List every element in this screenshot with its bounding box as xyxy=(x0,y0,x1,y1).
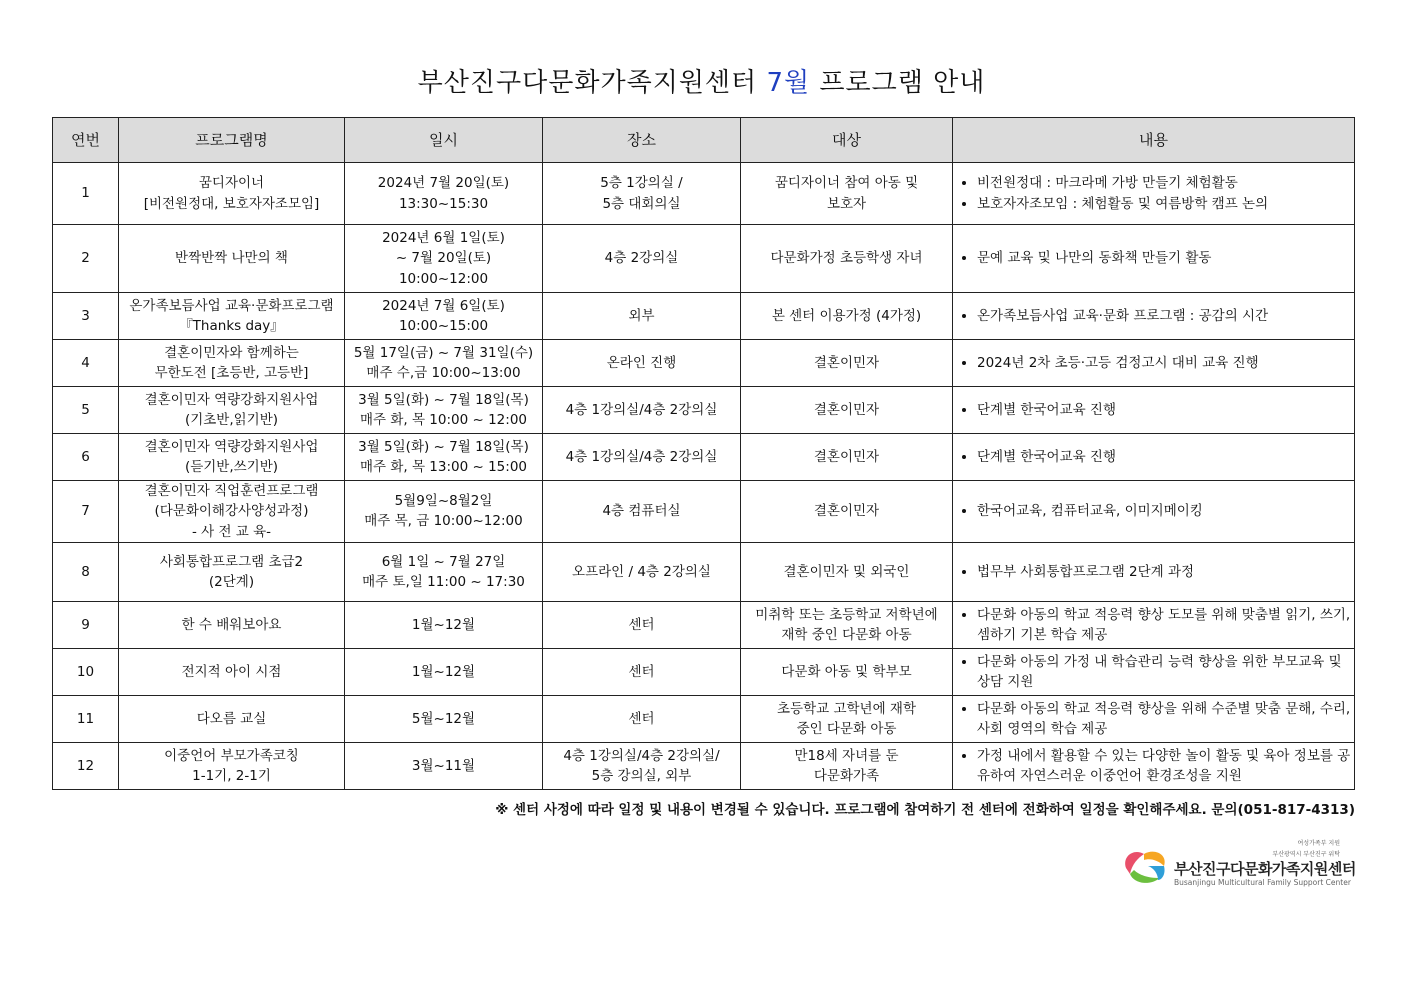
table-row xyxy=(53,163,1355,225)
cell-date: 3월 5일(화) ~ 7월 18일(목) 매주 화, 목 13:00 ~ 15:00 xyxy=(345,434,543,481)
table-row xyxy=(53,648,1355,695)
content-item: • 비전원정대 : 마크라메 가방 만들기 체험활동 xyxy=(977,173,1351,193)
table-row xyxy=(53,542,1355,601)
content-item: • 보호자자조모임 : 체험활동 및 여름방학 캠프 논의 xyxy=(977,194,1351,214)
content-list xyxy=(959,746,1351,787)
cell-target: 결혼이민자 xyxy=(741,340,953,387)
table-header-row xyxy=(53,118,1355,163)
cell-program-name: 전지적 아이 시점 xyxy=(119,648,345,695)
content-list xyxy=(959,605,1351,646)
table-row xyxy=(53,742,1355,789)
cell-date: 1월~12월 xyxy=(345,648,543,695)
cell-no: 9 xyxy=(53,601,119,648)
header-place: 장소 xyxy=(543,118,741,163)
program-table xyxy=(52,117,1355,790)
cell-content xyxy=(953,648,1355,695)
content-list xyxy=(959,400,1351,420)
cell-content xyxy=(953,293,1355,340)
cell-date: 3월 5일(화) ~ 7월 18일(목) 매주 화, 목 10:00 ~ 12:00 xyxy=(345,387,543,434)
cell-target: 다문화 아동 및 학부모 xyxy=(741,648,953,695)
cell-content xyxy=(953,481,1355,543)
table-row xyxy=(53,387,1355,434)
content-list xyxy=(959,248,1351,268)
content-item: • 다문화 아동의 학교 적응력 향상을 위해 수준별 맞춤 문해, 수리, 사회 영역의 학습 제공 xyxy=(977,699,1351,740)
cell-place: 센터 xyxy=(543,695,741,742)
cell-program-name: 결혼이민자 역량강화지원사업 (듣기반,쓰기반) xyxy=(119,434,345,481)
cell-content xyxy=(953,434,1355,481)
cell-date: 6월 1일 ~ 7월 27일 매주 토,일 11:00 ~ 17:30 xyxy=(345,542,543,601)
page-title xyxy=(0,62,1403,99)
content-list xyxy=(959,501,1351,521)
cell-no: 6 xyxy=(53,434,119,481)
cell-target: 결혼이민자 xyxy=(741,387,953,434)
cell-date: 5월 17일(금) ~ 7월 31일(수) 매주 수,금 10:00~13:00 xyxy=(345,340,543,387)
cell-program-name: 결혼이민자 직업훈련프로그램 (다문화이해강사양성과정) - 사 전 교 육- xyxy=(119,481,345,543)
logo-english-name: Busanjingu Multicultural Family Support Center xyxy=(1174,878,1351,887)
content-item: • 한국어교육, 컴퓨터교육, 이미지메이킹 xyxy=(977,501,1351,521)
cell-no: 3 xyxy=(53,293,119,340)
cell-no: 12 xyxy=(53,742,119,789)
cell-no: 7 xyxy=(53,481,119,543)
cell-place: 5층 1강의실 / 5층 대회의실 xyxy=(543,163,741,225)
cell-program-name: 한 수 배워보아요 xyxy=(119,601,345,648)
content-item: • 온가족보듬사업 교육·문화 프로그램 : 공감의 시간 xyxy=(977,306,1351,326)
cell-date: 3월~11월 xyxy=(345,742,543,789)
content-item: • 가정 내에서 활용할 수 있는 다양한 놀이 활동 및 육아 정보를 공유하여 자연스러운 이중언어 환경조성을 지원 xyxy=(977,746,1351,787)
cell-no: 10 xyxy=(53,648,119,695)
cell-program-name: 다오름 교실 xyxy=(119,695,345,742)
table-row xyxy=(53,225,1355,293)
cell-place: 온라인 진행 xyxy=(543,340,741,387)
content-list xyxy=(959,306,1351,326)
cell-place: 4층 2강의실 xyxy=(543,225,741,293)
cell-place: 외부 xyxy=(543,293,741,340)
cell-target: 미취학 또는 초등학교 저학년에 재학 중인 다문화 아동 xyxy=(741,601,953,648)
cell-program-name: 꿈디자이너 [비전원정대, 보호자자조모임] xyxy=(119,163,345,225)
table-row xyxy=(53,434,1355,481)
content-item: • 2024년 2차 초등·고등 검정고시 대비 교육 진행 xyxy=(977,353,1351,373)
cell-program-name: 온가족보듬사업 교육·문화프로그램 『Thanks day』 xyxy=(119,293,345,340)
cell-content xyxy=(953,742,1355,789)
cell-target: 꿈디자이너 참여 아동 및 보호자 xyxy=(741,163,953,225)
cell-place: 4층 1강의실/4층 2강의실/ 5층 강의실, 외부 xyxy=(543,742,741,789)
cell-program-name: 이중언어 부모가족코칭 1-1기, 2-1기 xyxy=(119,742,345,789)
cell-content xyxy=(953,225,1355,293)
title-prefix: 부산진구다문화가족지원센터 xyxy=(417,68,767,98)
cell-program-name: 결혼이민자와 함께하는 무한도전 [초등반, 고등반] xyxy=(119,340,345,387)
cell-date: 2024년 7월 20일(토) 13:30~15:30 xyxy=(345,163,543,225)
title-month: 7월 xyxy=(766,68,811,98)
logo-emblem-icon xyxy=(1120,846,1172,886)
content-list xyxy=(959,353,1351,373)
cell-no: 11 xyxy=(53,695,119,742)
cell-place: 4층 1강의실/4층 2강의실 xyxy=(543,434,741,481)
table-row xyxy=(53,481,1355,543)
cell-date: 5월~12월 xyxy=(345,695,543,742)
cell-place: 4층 컴퓨터실 xyxy=(543,481,741,543)
content-list xyxy=(959,699,1351,740)
cell-target: 결혼이민자 xyxy=(741,481,953,543)
cell-date: 2024년 7월 6일(토) 10:00~15:00 xyxy=(345,293,543,340)
cell-no: 1 xyxy=(53,163,119,225)
cell-date: 1월~12월 xyxy=(345,601,543,648)
cell-content xyxy=(953,340,1355,387)
cell-program-name: 반짝반짝 나만의 책 xyxy=(119,225,345,293)
content-list xyxy=(959,562,1351,582)
content-item: • 법무부 사회통합프로그램 2단계 과정 xyxy=(977,562,1351,582)
table-row xyxy=(53,293,1355,340)
cell-content xyxy=(953,542,1355,601)
cell-program-name: 결혼이민자 역량강화지원사업 (기초반,읽기반) xyxy=(119,387,345,434)
logo-city-text: 부산광역시 부산진구 위탁 xyxy=(1272,851,1340,858)
cell-target: 만18세 자녀를 둔 다문화가족 xyxy=(741,742,953,789)
table-row xyxy=(53,695,1355,742)
cell-content xyxy=(953,695,1355,742)
cell-no: 5 xyxy=(53,387,119,434)
cell-target: 다문화가정 초등학생 자녀 xyxy=(741,225,953,293)
cell-program-name: 사회통합프로그램 초급2 (2단계) xyxy=(119,542,345,601)
header-date: 일시 xyxy=(345,118,543,163)
cell-content xyxy=(953,387,1355,434)
header-no: 연번 xyxy=(53,118,119,163)
header-content: 내용 xyxy=(953,118,1355,163)
cell-target: 결혼이민자 xyxy=(741,434,953,481)
logo-center-name: 부산진구다문화가족지원센터 xyxy=(1174,860,1356,878)
content-list xyxy=(959,173,1351,214)
cell-date: 5월9일~8월2일 매주 목, 금 10:00~12:00 xyxy=(345,481,543,543)
table-row xyxy=(53,601,1355,648)
cell-place: 4층 1강의실/4층 2강의실 xyxy=(543,387,741,434)
cell-place: 센터 xyxy=(543,648,741,695)
logo-ministry-text: 여성가족부 지원 xyxy=(1297,840,1340,847)
content-list xyxy=(959,652,1351,693)
cell-place: 센터 xyxy=(543,601,741,648)
cell-content xyxy=(953,163,1355,225)
content-item: • 다문화 아동의 가정 내 학습관리 능력 향상을 위한 부모교육 및 상담 지원 xyxy=(977,652,1351,693)
notice-text: ※ 센터 사정에 따라 일정 및 내용이 변경될 수 있습니다. 프로그램에 참여하기 전 센터에 전화하여 일정을 확인해주세요. 문의(051-817-4313) xyxy=(495,802,1355,818)
cell-date: 2024년 6월 1일(토) ~ 7월 20일(토) 10:00~12:00 xyxy=(345,225,543,293)
cell-no: 4 xyxy=(53,340,119,387)
content-item: • 문예 교육 및 나만의 동화책 만들기 활동 xyxy=(977,248,1351,268)
content-item: • 단계별 한국어교육 진행 xyxy=(977,400,1351,420)
cell-no: 8 xyxy=(53,542,119,601)
content-item: • 다문화 아동의 학교 적응력 향상 도모를 위해 맞춤별 읽기, 쓰기, 셈하기 기본 학습 제공 xyxy=(977,605,1351,646)
center-logo xyxy=(1120,838,1356,890)
content-list xyxy=(959,447,1351,467)
cell-target: 초등학교 고학년에 재학 중인 다문화 아동 xyxy=(741,695,953,742)
table-row xyxy=(53,340,1355,387)
content-item: • 단계별 한국어교육 진행 xyxy=(977,447,1351,467)
header-target: 대상 xyxy=(741,118,953,163)
cell-target: 본 센터 이용가정 (4가정) xyxy=(741,293,953,340)
cell-target: 결혼이민자 및 외국인 xyxy=(741,542,953,601)
cell-content xyxy=(953,601,1355,648)
cell-place: 오프라인 / 4층 2강의실 xyxy=(543,542,741,601)
title-suffix: 프로그램 안내 xyxy=(810,68,986,98)
cell-no: 2 xyxy=(53,225,119,293)
header-name: 프로그램명 xyxy=(119,118,345,163)
